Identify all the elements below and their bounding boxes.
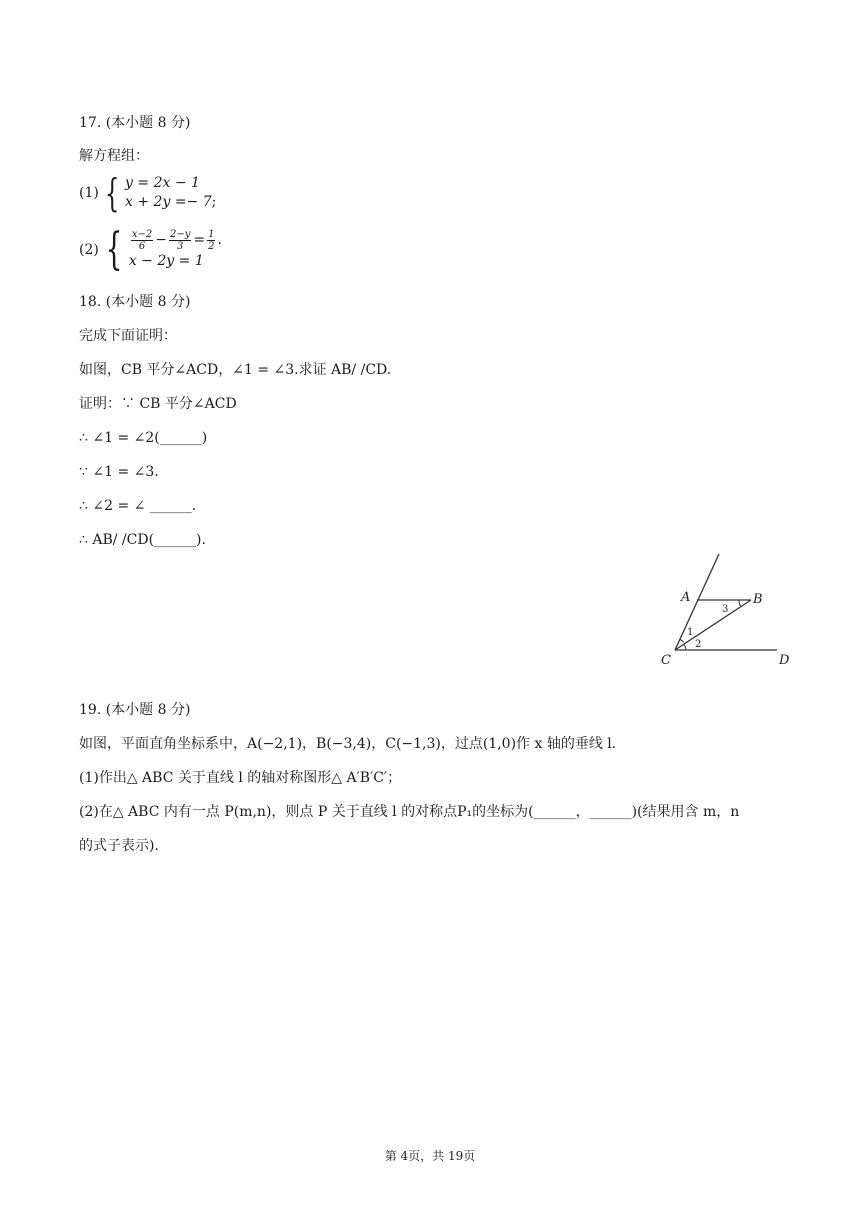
fraction-3-den: 2 [208, 241, 215, 252]
q18-proof-line1: 证明：∵ CB 平分∠ACD [79, 396, 237, 412]
q18-proof-line2: ∴ ∠1 = ∠2(______) [79, 430, 208, 446]
fraction-3-num: 1 [208, 229, 215, 240]
page-footer: 第 4页，共 19页 [384, 1149, 476, 1163]
q17-part1 [79, 171, 217, 215]
q17-part2-eq2: x − 2y = 1 [128, 253, 204, 269]
q17-part2-system [129, 229, 222, 271]
fraction-2-den: 3 [176, 241, 184, 252]
label-angle-3: 3 [722, 604, 729, 615]
q17-instruction: 解方程组： [79, 148, 149, 164]
minus-sign: − [155, 232, 167, 248]
angle-arc-1 [680, 639, 684, 642]
fraction-3 [207, 229, 215, 252]
q18-proof-line5: ∴ AB/ /CD(______). [79, 532, 206, 548]
fraction-2-num: 2−y [169, 229, 191, 240]
fraction-1-num: x−2 [131, 229, 153, 240]
q17-header: 17. (本小题 8 分) [79, 115, 191, 131]
fraction-1 [131, 229, 153, 252]
q18-statement: 如图，CB 平分∠ACD，∠1 = ∠3.求证 AB/ /CD. [79, 362, 392, 378]
equals-sign: = [193, 232, 206, 248]
q18-proof-line3: ∵ ∠1 = ∠3. [79, 464, 159, 480]
q18-proof-line4: ∴ ∠2 = ∠ ______. [79, 498, 197, 514]
q17-part1-eq2 [125, 193, 216, 212]
label-d: D [779, 653, 790, 668]
q17-part2-label: (2) [79, 242, 99, 258]
label-a: A [681, 590, 691, 605]
q17-part1-eq2-text: x + 2y =− 7 [125, 194, 212, 210]
q18-header: 18. (本小题 8 分) [79, 294, 191, 310]
q17-part1-eq1: y = 2x − 1 [125, 175, 200, 191]
fraction-1-den: 6 [138, 241, 146, 252]
q17-part2-eq1 [129, 229, 222, 252]
angle-arc-3 [739, 600, 741, 607]
label-c: C [661, 653, 671, 668]
q18-instruction: 完成下面证明： [79, 328, 177, 344]
angle-arc-2 [684, 644, 686, 650]
label-angle-2: 2 [695, 639, 702, 650]
q17-part1-label: (1) [79, 185, 99, 201]
q19-statement: 如图，平面直角坐标系中，A(−2,1)，B(−3,4)，C(−1,3)，过点(1,0)作 x 轴的垂线 l. [79, 736, 617, 752]
q17-part1-system [125, 174, 216, 212]
q19-part2-line2: 的式子表示). [79, 838, 159, 854]
label-angle-1: 1 [687, 627, 694, 638]
q19-part2-line1: (2)在△ ABC 内有一点 P(m,n)，则点 P 关于直线 l 的对称点P₁的坐标为(______，______)(结果用含 m，n [79, 804, 740, 820]
label-b: B [753, 592, 763, 607]
q17-part2-end: . [217, 232, 222, 248]
q19-part1: (1)作出△ ABC 关于直线 l 的轴对称图形△ A′B′C′； [79, 770, 402, 786]
left-brace-icon: { [105, 224, 123, 275]
fraction-2 [169, 229, 191, 252]
left-brace-icon: { [104, 171, 120, 215]
q17-part2 [79, 224, 222, 275]
q19-header: 19. (本小题 8 分) [79, 702, 191, 718]
q18-geometry-figure [655, 548, 805, 670]
q17-part1-end: ; [211, 194, 217, 210]
